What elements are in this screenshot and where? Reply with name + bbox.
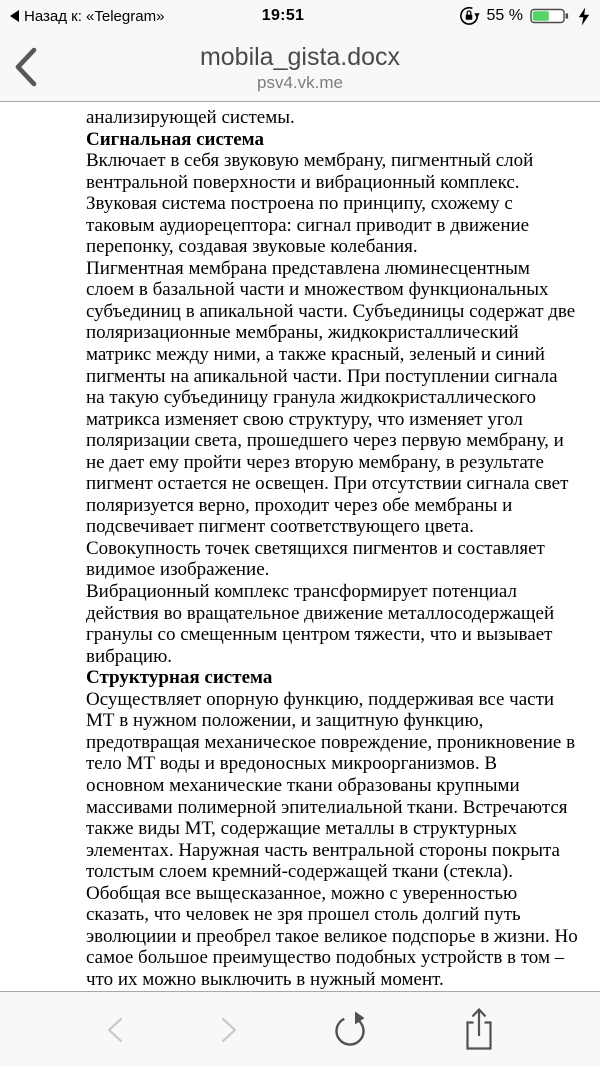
document-text-line: поляризации света, прошедшего через первую мембрану, и [86,430,564,452]
document-text-line: тело МТ воды и вредоносных микроорганизмов. В [86,753,498,775]
document-text-line: эволюциии и преобрел такое великое подспорье в жизни. Но [86,925,578,947]
rotation-lock-icon [458,5,480,27]
document-text-line: элементах. Наружная часть вентральной стороны покрыта [86,839,560,861]
document-text-line: субъединиц в апикальной части. Субъединицы содержат две [86,300,576,322]
navigation-bar [0,32,600,102]
battery-fill [533,11,549,20]
back-to-app-breadcrumb[interactable] [10,8,164,25]
back-button[interactable] [103,1015,127,1045]
battery-percent-label: 55 % [486,7,523,24]
document-text-line: подсвечивает пигмент соответствующего цвета. [86,516,474,538]
status-bar [0,0,600,32]
share-button[interactable] [461,1006,497,1054]
document-text-line: Вибрационный комплекс трансформирует потенциал [86,581,517,603]
document-text-line: Включает в себя звуковую мембрану, пигментный слой [86,150,534,172]
document-text-line: матрикс между ними, а также красный, зеленый и синий [86,344,545,366]
charging-bolt-icon [578,7,590,26]
document-text-line: Пигментная мембрана представлена люминесцентным [86,257,530,279]
document-text-line: поляризуется верно, проходит через обе мембраны и [86,494,513,516]
document-text-line: что их можно выключить в нужный момент. [86,968,444,990]
document-text-line: вентральной поверхности и вибрационный комплекс. [86,171,520,193]
document-text-line: поляризационные мембраны, жидкокристаллический [86,322,519,344]
document-text-line: перепонку, создавая звуковые колебания. [86,236,418,258]
reload-icon [331,1007,371,1053]
chevron-right-icon [217,1015,241,1045]
document-text-line: на такую субъединицу гранула жидкокристаллического [86,387,536,409]
back-button[interactable] [12,46,40,88]
document-viewer[interactable] [0,103,600,991]
chevron-left-icon [12,46,40,88]
document-text-line: сказать, что человек не зря прошел столь долгий путь [86,904,521,926]
document-heading-line: Сигнальная система [86,128,264,150]
document-text-line: действия во вращательное движение металлосодержащей [86,602,555,624]
document-text-line: не дает ему пройти через вторую мембрану, в результате [86,451,544,473]
status-clock: 19:51 [261,7,305,24]
document-title: mobila_gista.docx [199,42,401,71]
document-text-line: вибрацию. [86,645,173,667]
document-text-line: Звуковая система построена по принципу, схожему с [86,193,513,215]
document-text-line: массивами полимерной эпителиальной ткани. Встречаются [86,796,568,818]
breadcrumb-label: Назад к: «Telegram» [24,7,165,25]
document-text-line: Осуществляет опорную функцию, поддерживая все части [86,688,555,710]
document-text-line: основном механические ткани образованы крупными [86,774,520,796]
chevron-left-icon [103,1015,127,1045]
back-to-app-triangle-icon [10,10,19,22]
document-text-line: также виды МТ, содержащие металлы в структурных [86,818,518,840]
document-text-line: анализирующей системы. [86,107,295,128]
document-host: psv4.vk.me [257,72,343,92]
document-text-line: пигменты на апикальной части. При поступлении сигнала [86,365,558,387]
forward-button[interactable] [217,1015,241,1045]
status-indicators [458,5,590,27]
document-text-line: Обобщая все выщесказанное, можно с уверенностью [86,882,518,904]
document-text-line: видимое изображение. [86,559,270,581]
document-text-line: Совокупность точек светящихся пигментов и составляет [86,537,545,559]
document-text-line: пигмент остается не освещен. При отсутствии сигнала свет [86,473,569,495]
battery-icon [530,7,571,25]
document-text-line: толстым слоем кремний-содержащей ткани (стекла). [86,861,513,883]
reload-button[interactable] [331,1007,371,1053]
document-text-line: МТ в нужном положении, и защитную функцию, [86,710,484,732]
document-heading-line: Структурная система [86,667,273,689]
document-text-line: предотвращая механическое повреждение, проникновение в [86,731,576,753]
document-text-line: гранулы со смещенным центром тяжести, что и вызывает [86,624,553,646]
share-icon [461,1006,497,1054]
document-text-line: таковым аудиорецептора: сигнал приводит в движение [86,214,530,236]
browser-toolbar [0,991,600,1067]
document-text-line: слоем в базальной части и множеством функциональных [86,279,549,301]
document-text-line: матрикса изменяет свою структуру, что изменяет угол [86,408,523,430]
document-text-line: самое большое преимущество подобных устройств в том – [86,947,565,969]
